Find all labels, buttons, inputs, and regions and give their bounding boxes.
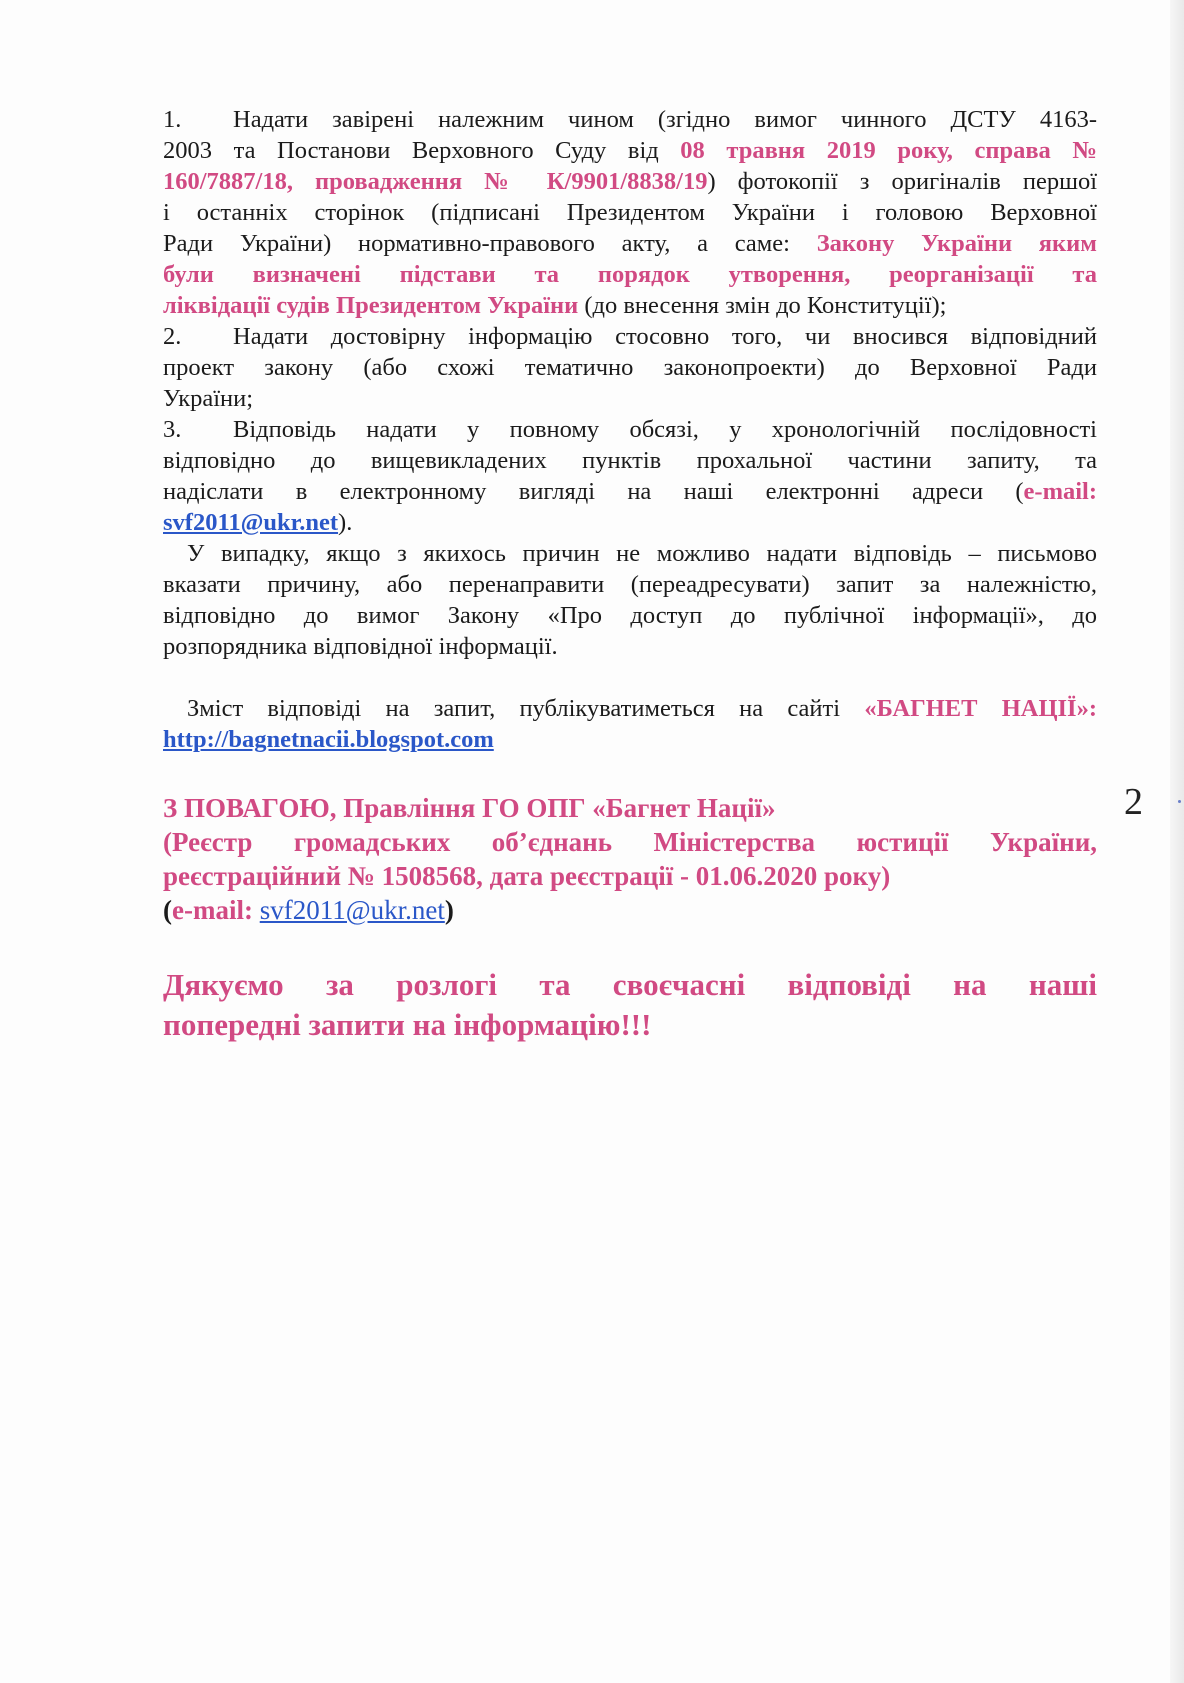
item-1-line-2: 2003 та Постанови Верховного Суду від 08 травня 2019 року, справа № (163, 137, 1097, 164)
court-decision-date: 08 травня 2019 року, справа № (680, 137, 1097, 164)
scan-mark (1178, 800, 1181, 803)
paragraph-line-4: розпорядника відповідної інформації. (163, 633, 558, 660)
signature-email-link[interactable]: svf2011@ukr.net (259, 895, 445, 925)
paragraph-line-3: відповідно до вимог Закону «Про доступ до публічної інформації», до (163, 602, 1097, 629)
email-link[interactable]: svf2011@ukr.net (163, 509, 339, 536)
item-1-line-5: Ради України) нормативно-правового акту, а саме: Закону України яким (163, 230, 1097, 257)
item-1-line-1: 1. Надати завірені належним чином (згідно вимог чинного ДСТУ 4163- (163, 106, 1097, 133)
item-2-line-2: проект закону (або схожі тематично законопроекти) до Верховної Ради (163, 354, 1097, 381)
signature-block (163, 791, 1097, 927)
item-1-line-4: і останніх сторінок (підписані Президентом України і головою Верховної (163, 199, 1097, 226)
item-3-line-4: svf2011@ukr.net). (163, 509, 353, 536)
thanks-line-2: попередні запити на інформацію!!! (163, 1007, 652, 1042)
law-title-end: ліквідації судів Президентом України (163, 292, 579, 319)
case-number: 160/7887/18, провадження № К/9901/8838/19 (163, 168, 708, 195)
publication-line-2 (163, 724, 1097, 755)
list-item-2 (163, 321, 1097, 414)
document-body (163, 104, 1097, 1045)
list-item-1 (163, 104, 1097, 321)
paragraph-line-2: вказати причину, або перенаправити (переадресувати) запит за належністю, (163, 571, 1097, 598)
publication-line-1: Зміст відповіді на запит, публікуватиметься на сайті «БАГНЕТ НАЦІЇ»: (187, 695, 1097, 722)
item-1-number: 1. (163, 106, 182, 133)
signature-line-3: реєстраційний № 1508568, дата реєстрації - 01.06.2020 року) (163, 861, 891, 891)
item-2-number: 2. (163, 323, 182, 350)
law-title-start: Закону України яким (816, 230, 1097, 257)
item-3-line-1: 3. Відповідь надати у повному обсязі, у хронологічній послідовності (163, 416, 1097, 443)
item-3-line-3: надіслати в електронному вигляді на наші електронні адреси (e-mail: (163, 478, 1097, 505)
item-1-line-6: були визначені підстави та порядок утворення, реорганізації та (163, 261, 1097, 288)
item-3-line-2: відповідно до вищевикладених пунктів прохальної частини запиту, та (163, 447, 1097, 474)
unavailable-info-paragraph (163, 538, 1097, 662)
paragraph-line-1: У випадку, якщо з якихось причин не можливо надати відповідь – письмово (187, 540, 1097, 567)
thanks-line-1: Дякуємо за розлогі та своєчасні відповіді на наші (163, 967, 1097, 1002)
publication-note (163, 693, 1097, 755)
item-3-number: 3. (163, 416, 182, 443)
signature-line-1: З ПОВАГОЮ, Правління ГО ОПГ «Багнет Нації» (163, 793, 776, 823)
item-2-line-1: 2. Надати достовірну інформацію стосовно того, чи вносився відповідний (163, 323, 1097, 350)
thanks-block (163, 965, 1097, 1045)
site-url-link[interactable]: http://bagnetnacii.blogspot.com (163, 726, 494, 753)
item-1-line-7: ліквідації судів Президентом України (до внесення змін до Конституції); (163, 292, 947, 319)
item-1-line-3: 160/7887/18, провадження № К/9901/8838/19) фотокопії з оригіналів першої (163, 168, 1097, 195)
scan-edge (1170, 0, 1184, 1683)
list-item-3 (163, 414, 1097, 538)
signature-line-2: (Реєстр громадських об’єднань Міністерства юстиції України, (163, 827, 1097, 857)
signature-line-4: (e-mail: svf2011@ukr.net) (163, 895, 454, 925)
site-name: «БАГНЕТ НАЦІЇ»: (864, 695, 1097, 722)
email-label: e-mail: (1023, 478, 1097, 505)
page-number: 2 (1124, 781, 1143, 823)
item-2-line-3: України; (163, 385, 254, 412)
